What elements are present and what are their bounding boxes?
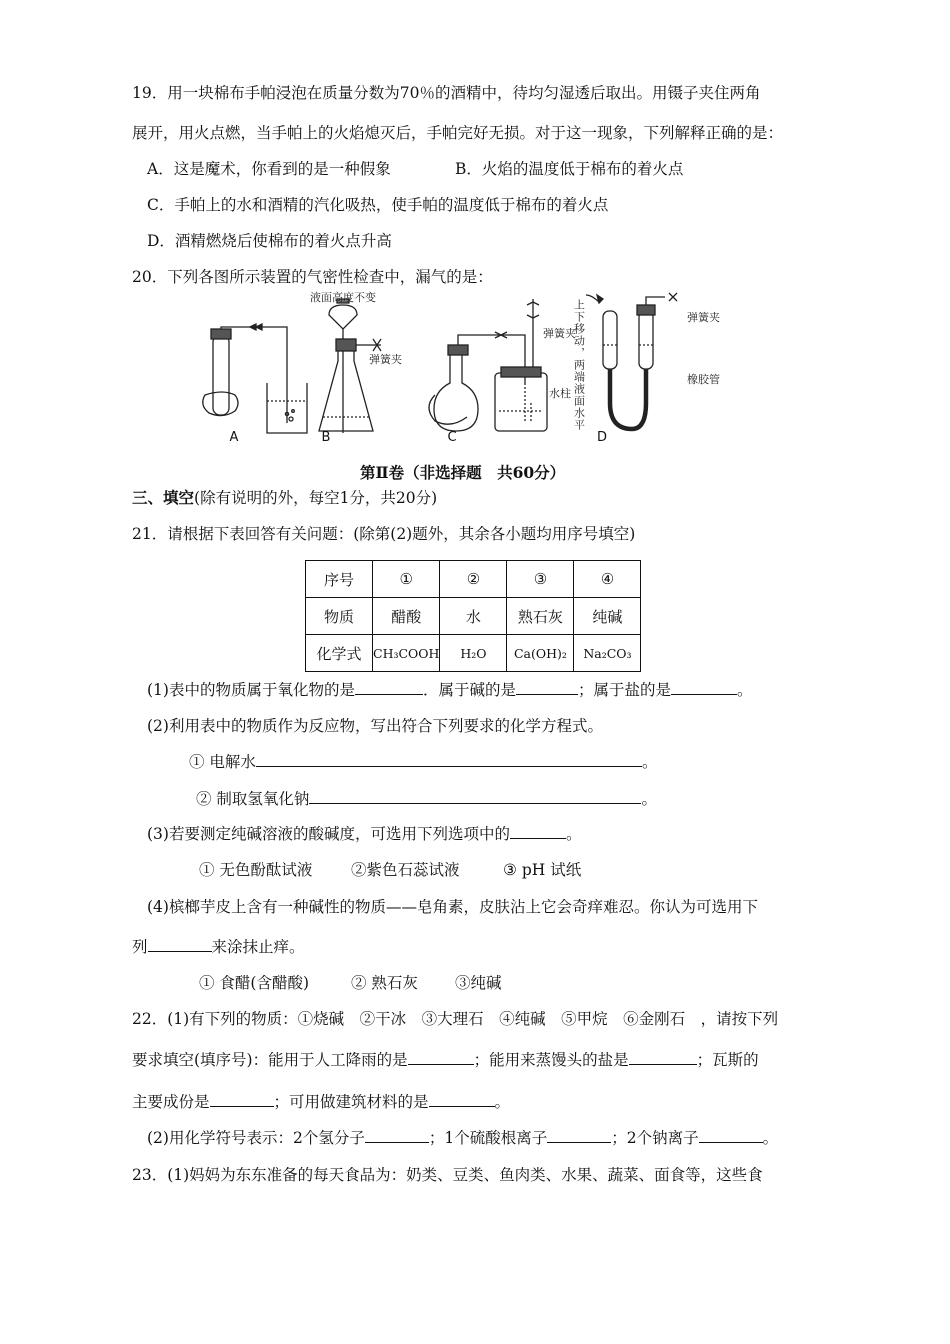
table-cell: ③ bbox=[507, 561, 574, 598]
apparatus-a bbox=[203, 324, 307, 433]
answer-blank[interactable] bbox=[210, 1092, 274, 1107]
section3-head: 三、填空 bbox=[132, 488, 195, 507]
table-cell: 化学式 bbox=[306, 635, 373, 672]
q21-part3-end: 。 bbox=[565, 825, 582, 843]
c-column-label: 水柱 bbox=[549, 387, 571, 400]
q21-part1-d: 。 bbox=[737, 681, 753, 699]
q21-part4-line1: (4)槟榔芋皮上含有一种碱性的物质——皂角素，皮肤沾上它会奇痒难忍。你认为可选用下 bbox=[147, 898, 758, 916]
q19-option-b: B．火焰的温度低于棉布的着火点 bbox=[455, 160, 684, 178]
answer-blank[interactable] bbox=[671, 680, 737, 695]
table-cell: 水 bbox=[440, 598, 507, 635]
q21-part4-line2 bbox=[132, 937, 305, 957]
q21-part3 bbox=[147, 824, 581, 844]
q21-part4-opt3: ③纯碱 bbox=[455, 974, 502, 992]
q21-part4-opt2: ② 熟石灰 bbox=[351, 974, 418, 992]
answer-blank[interactable] bbox=[408, 1050, 474, 1065]
q22-line4 bbox=[147, 1128, 778, 1148]
apparatus-figure bbox=[195, 283, 755, 453]
q22-line2-b: ；能用来蒸馒头的盐是 bbox=[473, 1051, 629, 1069]
answer-blank[interactable] bbox=[429, 1092, 495, 1107]
q22-line4-d: 。 bbox=[762, 1129, 779, 1147]
answer-blank[interactable] bbox=[547, 1128, 611, 1143]
q21-part3-opt2: ②紫色石蕊试液 bbox=[351, 861, 460, 879]
q19-option-a: A．这是魔术，你看到的是一种假象 bbox=[147, 160, 391, 178]
q21-part4-b: 来涂抹止痒。 bbox=[211, 938, 305, 956]
q21-part3-opt1: ① 无色酚酞试液 bbox=[199, 861, 313, 879]
q21-part2: (2)利用表中的物质作为反应物，写出符合下列要求的化学方程式。 bbox=[147, 717, 603, 735]
q21-part3-a: (3)若要测定纯碱溶液的酸碱度，可选用下列选项中的 bbox=[147, 825, 510, 843]
q21-stem: 21．请根据下表回答有关问题：(除第(2)题外，其余各小题均用序号填空) bbox=[132, 525, 636, 543]
q22-line3-b: ；可用做建筑材料的是 bbox=[273, 1093, 429, 1111]
apparatus-c bbox=[429, 299, 547, 431]
section3-heading bbox=[132, 488, 437, 508]
table-cell: Ca(OH)₂ bbox=[507, 635, 574, 672]
table-cell: 物质 bbox=[306, 598, 373, 635]
apparatus-d bbox=[586, 293, 677, 429]
table-row bbox=[306, 598, 641, 635]
answer-blank[interactable] bbox=[309, 789, 641, 804]
apparatus-b bbox=[319, 299, 381, 433]
q22-line3-a: 主要成份是 bbox=[132, 1093, 210, 1111]
figure-label-d: D bbox=[596, 430, 608, 445]
substance-table bbox=[305, 560, 641, 672]
c-clip-label: 弹簧夹 bbox=[543, 327, 576, 340]
section3-note: (除有说明的外，每空1分，共20分) bbox=[194, 489, 438, 507]
table-cell: ② bbox=[440, 561, 507, 598]
q21-part2a bbox=[189, 752, 657, 772]
q22-line2 bbox=[132, 1050, 759, 1070]
table-cell: ① bbox=[373, 561, 440, 598]
answer-blank[interactable] bbox=[510, 824, 566, 839]
answer-blank[interactable] bbox=[256, 752, 642, 767]
q22-line4-a: (2)用化学符号表示：2个氢分子 bbox=[147, 1129, 365, 1147]
q19-option-d: D．酒精燃烧后使棉布的着火点升高 bbox=[147, 232, 392, 250]
d-tube-label: 橡胶管 bbox=[687, 373, 720, 386]
part2-title: 第Ⅱ卷（非选择题 共60分） bbox=[360, 463, 566, 482]
table-cell: 序号 bbox=[306, 561, 373, 598]
q21-part2a-label: ① 电解水 bbox=[189, 753, 256, 771]
figure-label-a: A bbox=[229, 430, 239, 445]
q19-line1: 19．用一块棉布手帕浸泡在质量分数为70％的酒精中，待均匀湿透后取出。用镊子夹住两角 bbox=[132, 84, 761, 102]
q21-part1-b: ．属于碱的是 bbox=[422, 681, 516, 699]
q22-line4-b: ；1个硫酸根离子 bbox=[428, 1129, 548, 1147]
table-row bbox=[306, 635, 641, 672]
q22-line4-c: ；2个钠离子 bbox=[611, 1129, 699, 1147]
q21-part2b-end: 。 bbox=[641, 790, 657, 808]
table-cell: H₂O bbox=[440, 635, 507, 672]
answer-blank[interactable] bbox=[629, 1050, 697, 1065]
answer-blank[interactable] bbox=[365, 1128, 429, 1143]
q22-line2-a: 要求填空(填序号)：能用于人工降雨的是 bbox=[132, 1051, 408, 1069]
answer-blank[interactable] bbox=[699, 1128, 763, 1143]
q23-line1: 23．(1)妈妈为东东准备的每天食品为：奶类、豆类、鱼肉类、水果、蔬菜、面食等，这些食 bbox=[132, 1166, 763, 1184]
q22-line3-c: 。 bbox=[494, 1093, 511, 1111]
q22-line2-c: ；瓦斯的 bbox=[696, 1051, 759, 1069]
q21-part2b bbox=[196, 789, 657, 809]
q21-part4-opt1: ① 食醋(含醋酸) bbox=[199, 974, 310, 992]
table-cell: 纯碱 bbox=[574, 598, 641, 635]
q21-part2b-label: ② 制取氢氧化钠 bbox=[196, 790, 310, 808]
q19-line2: 展开，用火点燃，当手帕上的火焰熄灭后，手帕完好无损。对于这一现象，下列解释正确的是： bbox=[132, 124, 784, 142]
d-clip-label: 弹簧夹 bbox=[687, 311, 720, 324]
answer-blank[interactable] bbox=[516, 680, 578, 695]
q22-line1: 22．(1)有下列的物质：①烧碱 ②干冰 ③大理石 ④纯碱 ⑤甲烷 ⑥金刚石 ，请按下列 bbox=[132, 1010, 779, 1028]
figure-label-b: B bbox=[321, 430, 331, 445]
q21-part2a-end: 。 bbox=[641, 753, 658, 771]
figure-label-c: C bbox=[447, 430, 457, 445]
q21-part1-c: ；属于盐的是 bbox=[577, 681, 671, 699]
q21-part1 bbox=[147, 680, 753, 700]
q21-part1-a: (1)表中的物质属于氧化物的是 bbox=[147, 681, 355, 699]
q21-part3-opt3: ③ pH 试纸 bbox=[503, 861, 582, 879]
b-clip-label: 弹簧夹 bbox=[369, 353, 402, 366]
q21-part4-a: 列 bbox=[132, 938, 148, 956]
q20-stem: 20．下列各图所示装置的气密性检查中，漏气的是： bbox=[132, 268, 493, 286]
table-cell: 熟石灰 bbox=[507, 598, 574, 635]
d-vertical-label: 上下移动，两端液面水平 bbox=[572, 299, 586, 431]
table-cell: 醋酸 bbox=[373, 598, 440, 635]
b-level-label: 液面高度不变 bbox=[310, 291, 376, 304]
table-row bbox=[306, 561, 641, 598]
answer-blank[interactable] bbox=[148, 937, 212, 952]
q19-option-c: C．手帕上的水和酒精的汽化吸热，使手帕的温度低于棉布的着火点 bbox=[147, 196, 609, 214]
q22-line3 bbox=[132, 1092, 510, 1112]
table-cell: Na₂CO₃ bbox=[574, 635, 641, 672]
table-cell: ④ bbox=[574, 561, 641, 598]
table-cell: CH₃COOH bbox=[373, 635, 440, 672]
answer-blank[interactable] bbox=[355, 680, 423, 695]
